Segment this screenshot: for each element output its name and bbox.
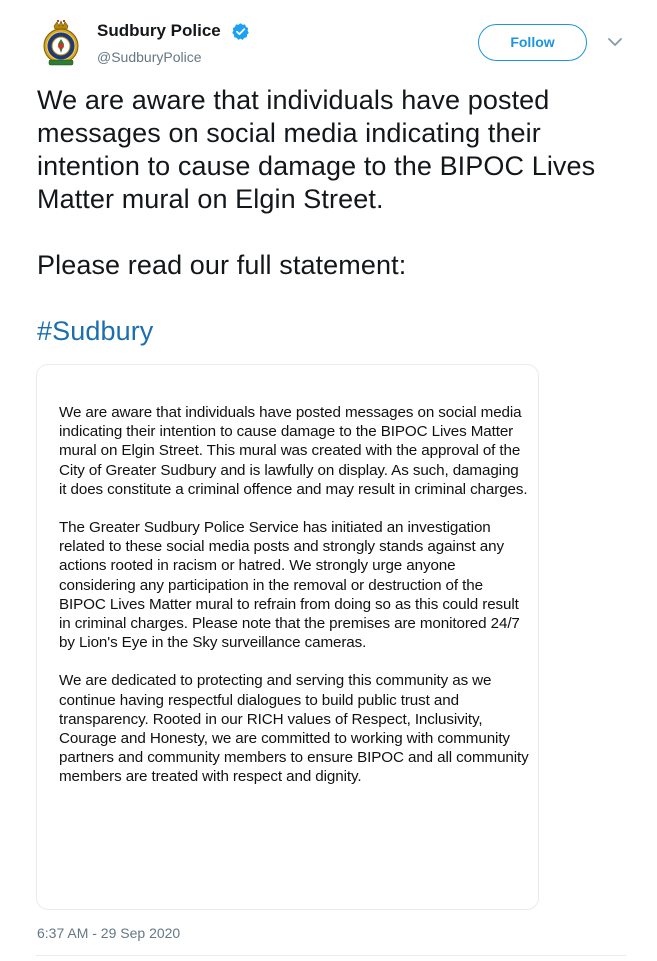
statement-paragraph: The Greater Sudbury Police Service has initiated an investigation related to these social media posts and strongly stands against any actions rooted in racism or hatred. We strongly urge anyone considering any participation in the removal or destruction of the BIPOC Lives Matter mural to refrain from doing so as this could result in criminal charges. Please note that the premises are monitored 24/7 by Lion's Eye in the Sky surveillance cameras. [59,519,520,652]
tweet-timestamp[interactable]: 6:37 AM - 29 Sep 2020 [37,925,181,941]
verified-badge-icon [231,22,250,41]
statement-paragraph: We are aware that individuals have posted messages on social media indicating their intention to cause damage to the BIPOC Lives Matter mural on Elgin Street. This mural was created with the approval of the City of Greater Sudbury and is lawfully on display. As such, damaging it does constitute a criminal offence and may result in criminal charges. [59,404,528,498]
statement-text [59,403,529,806]
tweet-paragraph: Please read our full statement: [37,250,407,280]
avatar[interactable] [36,18,86,68]
chevron-down-icon [606,36,624,48]
more-options-button[interactable] [606,36,624,48]
tweet-text [37,84,627,348]
hashtag-link[interactable]: #Sudbury [37,316,154,346]
author-handle[interactable]: @SudburyPolice [97,49,202,65]
divider [36,955,626,956]
tweet-paragraph: We are aware that individuals have posted messages on social media indicating their intention to cause damage to the BIPOC Lives Matter mural on Elgin Street. [37,85,596,214]
verified-badge [231,22,250,41]
statement-image[interactable] [36,364,539,910]
police-badge-icon [36,18,86,68]
follow-button[interactable]: Follow [478,24,587,61]
author-name[interactable]: Sudbury Police [97,21,221,40]
statement-paragraph: We are dedicated to protecting and serving this community as we continue having respectful dialogues to build public trust and transparency. Rooted in our RICH values of Respect, Inclusivity, Courage and Honesty, we are committed to working with community partners and community members to ensure BIPOC and all community members are treated with respect and dignity. [59,672,529,786]
